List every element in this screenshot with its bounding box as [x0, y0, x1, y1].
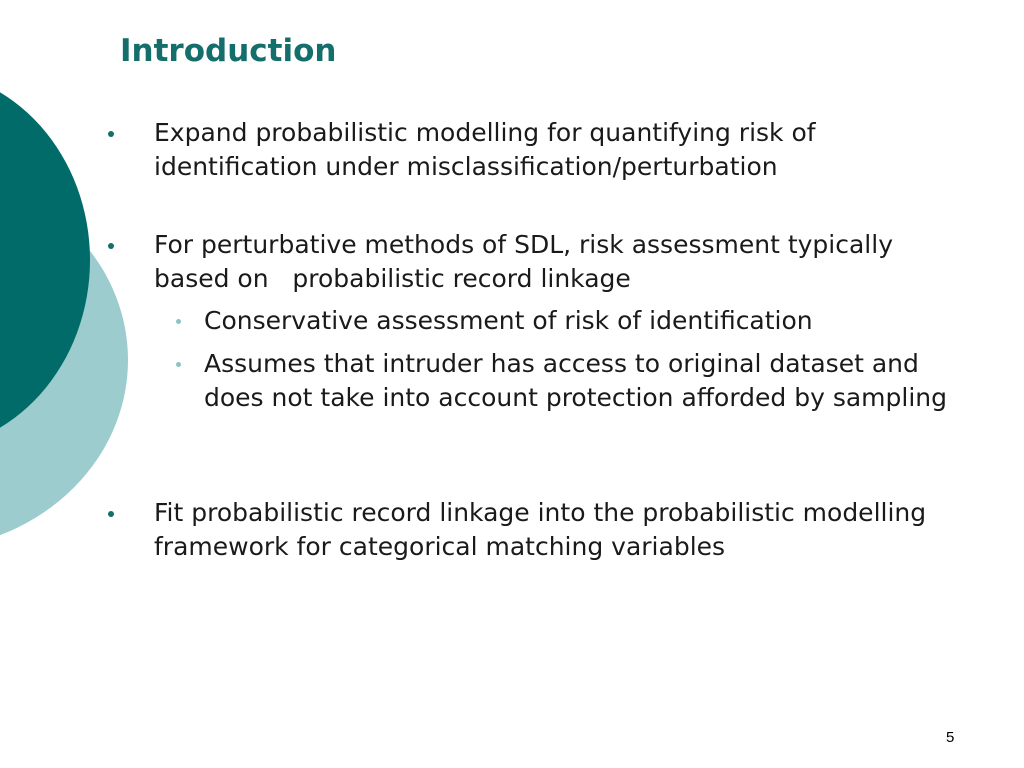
page-number: 5	[946, 729, 955, 746]
sub-bullet-item-1	[176, 304, 976, 338]
sub-bullet-dot-icon	[176, 319, 181, 324]
bullet-dot-icon	[108, 131, 114, 137]
bullet-text-1: Expand probabilistic modelling for quantifying risk of identification under misclassification/perturbation	[154, 118, 816, 181]
bullet-item-3	[108, 496, 938, 564]
bullet-item-2	[108, 228, 938, 296]
sub-bullet-dot-icon	[176, 362, 181, 367]
bullet-text-3: Fit probabilistic record linkage into the probabilistic modelling framework for categorical matching variables	[154, 498, 927, 561]
bullet-text-2: For perturbative methods of SDL, risk assessment typically based on probabilistic record linkage	[154, 230, 901, 293]
slide-title: Introduction	[120, 33, 337, 69]
sub-bullet-item-2	[176, 347, 976, 415]
bullet-dot-icon	[108, 243, 114, 249]
sub-bullet-text-2: Assumes that intruder has access to original dataset and does not take into account protection afforded by sampling	[204, 349, 948, 412]
bullet-dot-icon	[108, 511, 114, 517]
sub-bullet-text-1: Conservative assessment of risk of identification	[204, 306, 813, 335]
bullet-item-1	[108, 116, 938, 184]
